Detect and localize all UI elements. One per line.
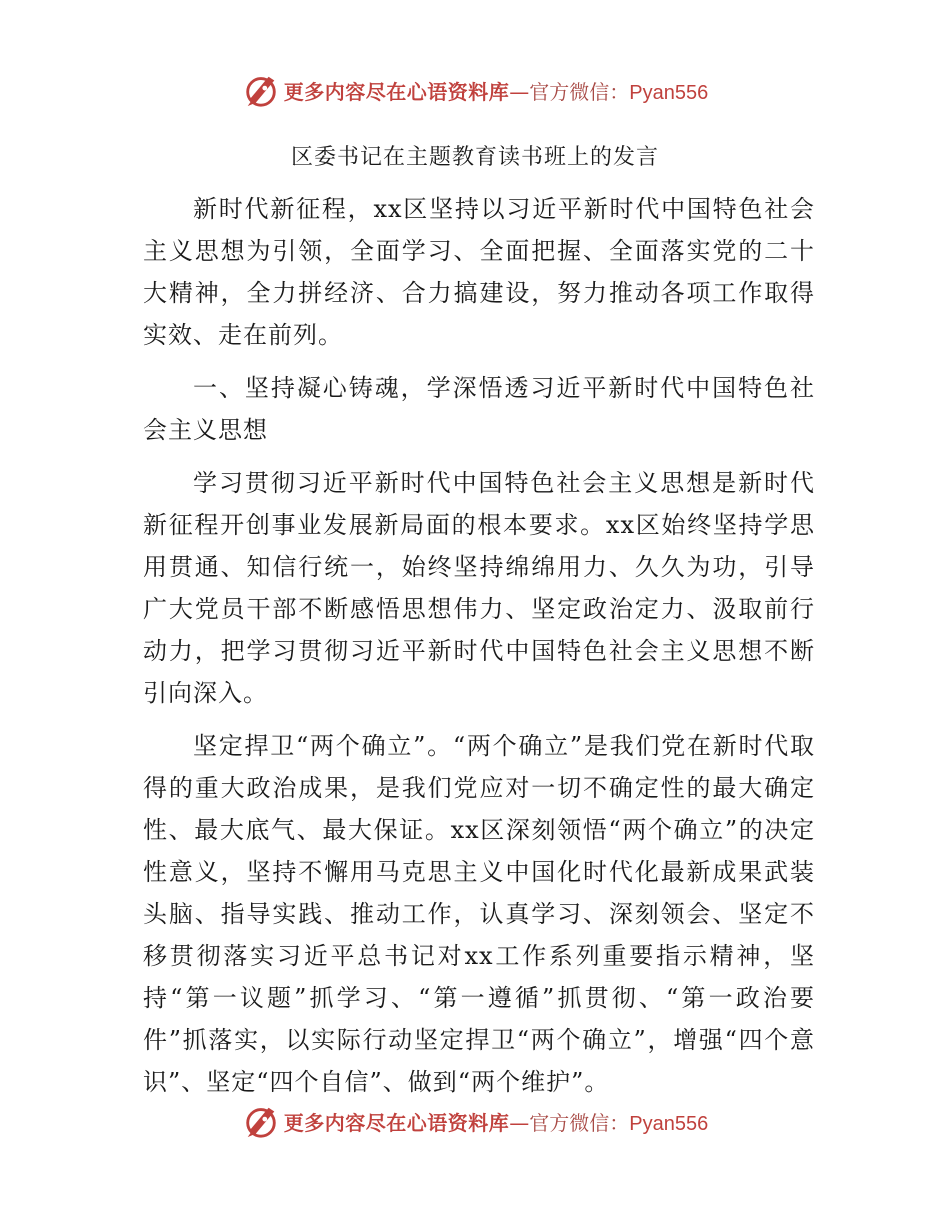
document-body: [143, 188, 815, 1114]
pen-nib-icon: [242, 1102, 280, 1140]
paragraph-section-1: 学习贯彻习近平新时代中国特色社会主义思想是新时代新征程开创事业发展新局面的根本要求。xx区始终坚持学思用贯通、知信行统一，始终坚持绵绵用力、久久为功，引导广大党员干部不断感悟思想伟力、坚定政治定力、汲取前行动力，把学习贯彻习近平新时代中国特色社会主义思想不断引向深入。: [143, 469, 815, 707]
header-banner: [0, 68, 950, 112]
banner-wechat-id: Pyan556: [629, 1112, 709, 1135]
banner-wechat-label: 官方微信：: [529, 1110, 630, 1135]
paragraph-intro: 新时代新征程，xx区坚持以习近平新时代中国特色社会主义思想为引领，全面学习、全面把握、全面落实党的二十大精神，全力拼经济、合力搞建设，努力推动各项工作取得实效、走在前列。: [143, 195, 815, 349]
banner-dash: —: [509, 79, 530, 104]
pen-nib-icon: [242, 71, 280, 109]
paragraph-two-establishments: 坚定捍卫“两个确立”。“两个确立”是我们党在新时代取得的重大政治成果，是我们党应对一切不确定性的最大确定性、最大底气、最大保证。xx区深刻领悟“两个确立”的决定性意义，坚持不懈用马克思主义中国化时代化最新成果武装头脑、指导实践、推动工作，认真学习、深刻领会、坚定不移贯彻落实习近平总书记对xx工作系列重要指示精神，坚持“第一议题”抓学习、“第一遵循”抓贯彻、“第一政治要件”抓落实，以实际行动坚定捍卫“两个确立”，增强“四个意识”、坚定“四个自信”、做到“两个维护”。: [143, 732, 815, 1096]
footer-banner: [0, 1099, 950, 1143]
banner-text: [284, 1107, 708, 1136]
section-heading-1: 一、坚持凝心铸魂，学深悟透习近平新时代中国特色社会主义思想: [143, 374, 815, 444]
banner-dash: —: [509, 1110, 530, 1135]
banner-main-text: 更多内容尽在心语资料库: [283, 1110, 510, 1135]
document-title: 区委书记在主题教育读书班上的发言: [290, 145, 659, 170]
banner-wechat-label: 官方微信：: [529, 79, 630, 104]
banner-main-text: 更多内容尽在心语资料库: [283, 79, 510, 104]
banner-text: [284, 76, 708, 105]
banner-wechat-id: Pyan556: [629, 81, 709, 104]
